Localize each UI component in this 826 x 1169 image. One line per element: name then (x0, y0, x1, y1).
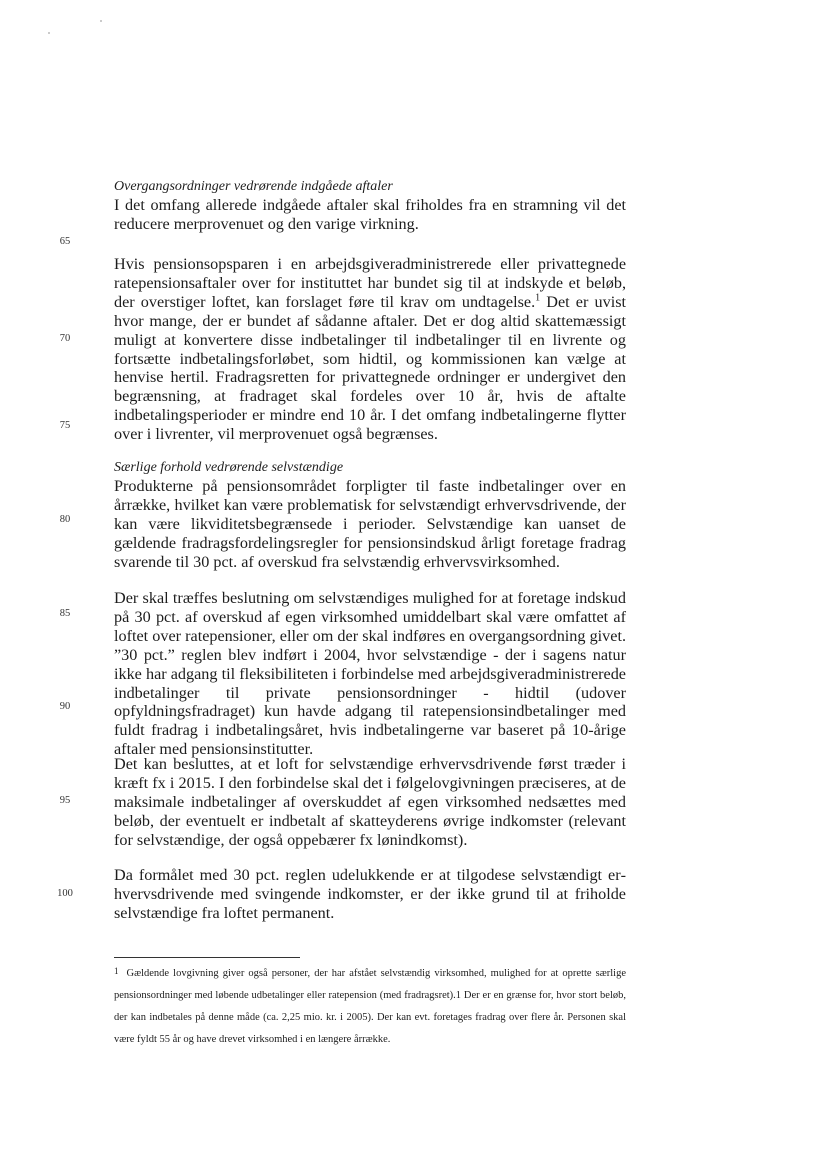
line-number: 85 (59, 608, 71, 619)
section-heading-selvstaendige: Særlige forhold vedrørende selvstændige (114, 460, 344, 475)
paragraph: Da formålet med 30 pct. reglen udelukkende er at tilgodese selvstændigt erhvervsdrivende med svingende indkomster, er der ikke grund til at friholde selvstændige fra loftet permanent. (114, 866, 626, 922)
scan-speck (48, 32, 50, 34)
line-number: 95 (59, 795, 71, 806)
scan-speck (100, 20, 102, 22)
paragraph-text: Hvis pensionsopsparen i en arbejdsgiveradministrerede eller privattegnede ratepensionsaftaler over for instituttet har bundet sig til at indskyde et beløb, der overstiger loftet, kan forslaget føre til krav om undtagelse. (114, 255, 626, 311)
line-number: 80 (59, 514, 71, 525)
line-number: 90 (59, 701, 71, 712)
line-number: 75 (59, 420, 71, 431)
paragraph: Det kan besluttes, at et loft for selvstændige erhvervsdrivende først træder i kræft fx i 2015. I den forbindelse skal det i følgelovgivningen præciseres, at de maksimale indbetalinger af overskuddet af egen virksomhed nedsættes med beløb, der eventuelt er indbetalt af skatteyderens øvrige indkomster (relevant for selvstændige, der også oppebærer fx lønindkomst). (114, 755, 626, 849)
footnote-separator (114, 957, 300, 958)
line-number: 70 (59, 333, 71, 344)
section-heading-overgangsordninger: Overgangsordninger vedrørende indgåede aftaler (114, 179, 393, 194)
line-number: 100 (57, 888, 73, 899)
paragraph: I det omfang allerede indgåede aftaler skal friholdes fra en stramning vil det reducere merprovenuet og den varige virkning. (114, 196, 626, 233)
footnote-reference[interactable]: 1 (535, 292, 541, 304)
line-number: 65 (59, 236, 71, 247)
paragraph-text: Det er uvist hvor mange, der er bundet af sådanne aftaler. Det er dog altid skattemæssigt muligt at konvertere disse indbetalinger til indbetalinger til en livrente og fortsætte indbetalingsforløbet, som hidtil, og kommissionen kan vælge at henvise hertil. Fradragsretten for privattegnede ordninger er undergivet den begrænsning, at fradraget skal fordeles over 10 år, hvis de aftalte indbetalingsperioder er mindre end 10 år. I det omfang indbetalingerne flytter over i livrenter, vil merprovenuet også begrænses. (114, 292, 626, 444)
footnote-text: Gældende lovgivning giver også personer, der har afstået selvstændig virksomhed, mulighed for at oprette særlige pensionsordninger med løbende udbetalinger eller ratepension (med fradragsret).1 Der er en grænse for, hvor stort beløb, der kan indbetales på denne måde (ca. 2,25 mio. kr. i 2005). Der kan evt. foretages fradrag over flere år. Personen skal være fyldt 55 år og have drevet virksomhed i en længere årrække. (114, 968, 626, 1045)
footnote-mark: 1 (114, 966, 119, 976)
paragraph: Der skal træffes beslutning om selvstændiges mulighed for at foretage indskud på 30 pct. af overskud af egen virksomhed umiddelbart skal være omfattet af loftet over ratepensioner, eller om der skal indføres en overgangsordning givet. ”30 pct.” reglen blev indført i 2004, hvor selvstændige - der i sagens natur ikke har adgang til fleksibiliteten i forbindelse med arbejdsgiveradministrerede indbetalinger til private pensionsordninger - hidtil (udover opfyldningsfradraget) kun havde adgang til ratepensionsindbetalinger med fuldt fradrag i indbetalingsåret, hvis indbetalingerne var baseret på 10-årige aftaler med pensionsinstitutter. (114, 589, 626, 759)
footnote (114, 963, 626, 1051)
paragraph: Produkterne på pensionsområdet forpligter til faste indbetalinger over en årrække, hvilket kan være problematisk for selvstændigt erhvervsdrivende, der kan være likviditetsbegrænsede i perioder. Selvstændige kan uanset de gældende fradragsfordelingsregler for pensionsindskud årligt foretage fradrag svarende til 30 pct. af overskud fra selvstændig erhvervsvirksomhed. (114, 477, 626, 571)
paragraph (114, 255, 626, 444)
